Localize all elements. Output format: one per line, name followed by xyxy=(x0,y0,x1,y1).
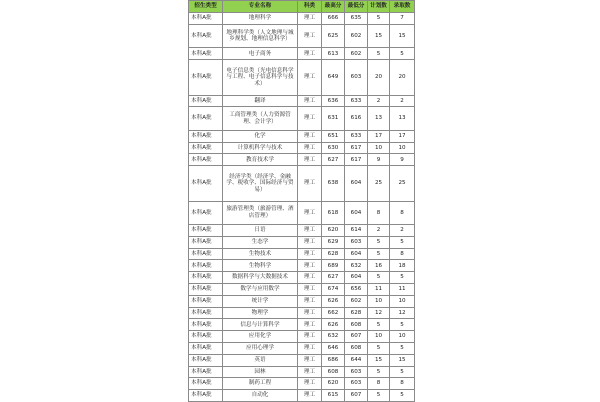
cell-admission-type: 本科A批 xyxy=(189,48,223,60)
table-row xyxy=(189,130,415,142)
cell-subject-category: 理工 xyxy=(298,366,322,378)
cell-highest-score: 646 xyxy=(322,342,345,354)
cell-admitted-count: 10 xyxy=(390,331,415,343)
cell-subject-category: 理工 xyxy=(298,307,322,319)
table-row xyxy=(189,366,415,378)
cell-plan-count: 11 xyxy=(368,284,390,296)
cell-major-name: 电子商务 xyxy=(223,48,298,60)
cell-plan-count: 20 xyxy=(368,60,390,95)
cell-admission-type: 本科A批 xyxy=(189,107,223,131)
header-lowest-score: 最低分 xyxy=(345,1,368,13)
cell-admitted-count: 5 xyxy=(390,272,415,284)
cell-admitted-count: 9 xyxy=(390,154,415,166)
cell-admitted-count: 11 xyxy=(390,284,415,296)
cell-plan-count: 8 xyxy=(368,201,390,225)
cell-subject-category: 理工 xyxy=(298,24,322,48)
cell-subject-category: 理工 xyxy=(298,154,322,166)
header-admitted-count: 录取数 xyxy=(390,1,415,13)
cell-lowest-score: 604 xyxy=(345,166,368,201)
cell-subject-category: 理工 xyxy=(298,60,322,95)
cell-subject-category: 理工 xyxy=(298,95,322,107)
cell-highest-score: 686 xyxy=(322,354,345,366)
cell-admitted-count: 5 xyxy=(390,319,415,331)
cell-lowest-score: 602 xyxy=(345,24,368,48)
cell-lowest-score: 602 xyxy=(345,48,368,60)
cell-major-name: 生物科学 xyxy=(223,260,298,272)
cell-admission-type: 本科A批 xyxy=(189,378,223,390)
cell-plan-count: 25 xyxy=(368,166,390,201)
cell-admission-type: 本科A批 xyxy=(189,366,223,378)
cell-lowest-score: 608 xyxy=(345,342,368,354)
cell-lowest-score: 608 xyxy=(345,319,368,331)
cell-admitted-count: 20 xyxy=(390,60,415,95)
cell-plan-count: 13 xyxy=(368,107,390,131)
cell-plan-count: 9 xyxy=(368,154,390,166)
cell-plan-count: 16 xyxy=(368,260,390,272)
table-row xyxy=(189,307,415,319)
cell-highest-score: 651 xyxy=(322,130,345,142)
cell-lowest-score: 603 xyxy=(345,60,368,95)
table-row xyxy=(189,319,415,331)
cell-highest-score: 627 xyxy=(322,272,345,284)
cell-admission-type: 本科A批 xyxy=(189,331,223,343)
cell-admission-type: 本科A批 xyxy=(189,130,223,142)
cell-subject-category: 理工 xyxy=(298,13,322,25)
cell-plan-count: 5 xyxy=(368,13,390,25)
table-row xyxy=(189,201,415,225)
cell-major-name: 园林 xyxy=(223,366,298,378)
cell-lowest-score: 617 xyxy=(345,142,368,154)
cell-subject-category: 理工 xyxy=(298,295,322,307)
cell-admission-type: 本科A批 xyxy=(189,390,223,402)
table-row xyxy=(189,260,415,272)
cell-admission-type: 本科A批 xyxy=(189,307,223,319)
cell-major-name: 物理学 xyxy=(223,307,298,319)
cell-admitted-count: 7 xyxy=(390,13,415,25)
cell-admission-type: 本科A批 xyxy=(189,295,223,307)
cell-lowest-score: 617 xyxy=(345,154,368,166)
cell-lowest-score: 603 xyxy=(345,236,368,248)
cell-major-name: 电子信息类（光电信息科学与工程、电子信息科学与技术） xyxy=(223,60,298,95)
cell-plan-count: 2 xyxy=(368,225,390,237)
cell-admission-type: 本科A批 xyxy=(189,248,223,260)
cell-subject-category: 理工 xyxy=(298,142,322,154)
cell-admitted-count: 5 xyxy=(390,390,415,402)
header-admission-type: 招生类型 xyxy=(189,1,223,13)
cell-subject-category: 理工 xyxy=(298,236,322,248)
cell-admission-type: 本科A批 xyxy=(189,95,223,107)
cell-admission-type: 本科A批 xyxy=(189,24,223,48)
cell-plan-count: 10 xyxy=(368,142,390,154)
cell-major-name: 制药工程 xyxy=(223,378,298,390)
cell-plan-count: 10 xyxy=(368,331,390,343)
cell-highest-score: 629 xyxy=(322,236,345,248)
cell-highest-score: 615 xyxy=(322,390,345,402)
cell-admitted-count: 12 xyxy=(390,307,415,319)
cell-major-name: 数学与应用数学 xyxy=(223,284,298,296)
cell-highest-score: 666 xyxy=(322,13,345,25)
table-row xyxy=(189,272,415,284)
cell-major-name: 教育技术学 xyxy=(223,154,298,166)
cell-major-name: 英语 xyxy=(223,354,298,366)
cell-subject-category: 理工 xyxy=(298,354,322,366)
cell-major-name: 地理科学 xyxy=(223,13,298,25)
admission-score-table xyxy=(188,0,415,402)
cell-subject-category: 理工 xyxy=(298,166,322,201)
cell-plan-count: 17 xyxy=(368,130,390,142)
table-row xyxy=(189,295,415,307)
cell-major-name: 经济学类（经济学、金融学、税收学、国际经济与贸易） xyxy=(223,166,298,201)
cell-highest-score: 626 xyxy=(322,295,345,307)
cell-subject-category: 理工 xyxy=(298,260,322,272)
cell-highest-score: 628 xyxy=(322,248,345,260)
cell-plan-count: 5 xyxy=(368,342,390,354)
cell-plan-count: 8 xyxy=(368,378,390,390)
cell-major-name: 信息与计算科学 xyxy=(223,319,298,331)
table-row xyxy=(189,142,415,154)
cell-major-name: 生态学 xyxy=(223,236,298,248)
cell-plan-count: 5 xyxy=(368,366,390,378)
cell-major-name: 应用心理学 xyxy=(223,342,298,354)
cell-highest-score: 630 xyxy=(322,142,345,154)
cell-highest-score: 608 xyxy=(322,366,345,378)
cell-subject-category: 理工 xyxy=(298,284,322,296)
cell-lowest-score: 616 xyxy=(345,107,368,131)
table-row xyxy=(189,95,415,107)
cell-admitted-count: 15 xyxy=(390,354,415,366)
cell-lowest-score: 628 xyxy=(345,307,368,319)
cell-highest-score: 636 xyxy=(322,95,345,107)
header-major-name: 专业名称 xyxy=(223,1,298,13)
cell-admission-type: 本科A批 xyxy=(189,236,223,248)
cell-admission-type: 本科A批 xyxy=(189,225,223,237)
table-row xyxy=(189,236,415,248)
table-row xyxy=(189,331,415,343)
cell-subject-category: 理工 xyxy=(298,130,322,142)
cell-admitted-count: 5 xyxy=(390,48,415,60)
cell-highest-score: 618 xyxy=(322,201,345,225)
cell-major-name: 生物技术 xyxy=(223,248,298,260)
cell-plan-count: 12 xyxy=(368,307,390,319)
cell-highest-score: 613 xyxy=(322,48,345,60)
cell-plan-count: 2 xyxy=(368,95,390,107)
cell-subject-category: 理工 xyxy=(298,107,322,131)
cell-admission-type: 本科A批 xyxy=(189,342,223,354)
cell-plan-count: 10 xyxy=(368,295,390,307)
cell-subject-category: 理工 xyxy=(298,331,322,343)
header-highest-score: 最高分 xyxy=(322,1,345,13)
cell-highest-score: 632 xyxy=(322,331,345,343)
table-row xyxy=(189,13,415,25)
cell-lowest-score: 632 xyxy=(345,260,368,272)
cell-lowest-score: 603 xyxy=(345,366,368,378)
cell-admitted-count: 8 xyxy=(390,248,415,260)
header-row xyxy=(189,1,415,13)
cell-lowest-score: 644 xyxy=(345,354,368,366)
cell-admission-type: 本科A批 xyxy=(189,13,223,25)
table-row xyxy=(189,342,415,354)
cell-highest-score: 626 xyxy=(322,319,345,331)
cell-major-name: 翻译 xyxy=(223,95,298,107)
cell-admission-type: 本科A批 xyxy=(189,166,223,201)
cell-plan-count: 5 xyxy=(368,236,390,248)
cell-major-name: 地理科学类（人文地理与城乡规划、地理信息科学） xyxy=(223,24,298,48)
cell-admission-type: 本科A批 xyxy=(189,60,223,95)
cell-admission-type: 本科A批 xyxy=(189,284,223,296)
cell-highest-score: 620 xyxy=(322,225,345,237)
cell-admitted-count: 5 xyxy=(390,236,415,248)
cell-admission-type: 本科A批 xyxy=(189,260,223,272)
cell-admitted-count: 15 xyxy=(390,24,415,48)
cell-plan-count: 5 xyxy=(368,248,390,260)
cell-admitted-count: 2 xyxy=(390,225,415,237)
cell-major-name: 化学 xyxy=(223,130,298,142)
header-subject-category: 科类 xyxy=(298,1,322,13)
table-row xyxy=(189,60,415,95)
cell-highest-score: 689 xyxy=(322,260,345,272)
cell-admission-type: 本科A批 xyxy=(189,319,223,331)
cell-admitted-count: 18 xyxy=(390,260,415,272)
cell-admission-type: 本科A批 xyxy=(189,272,223,284)
cell-subject-category: 理工 xyxy=(298,342,322,354)
cell-highest-score: 627 xyxy=(322,154,345,166)
cell-major-name: 应用化学 xyxy=(223,331,298,343)
cell-lowest-score: 614 xyxy=(345,225,368,237)
cell-highest-score: 674 xyxy=(322,284,345,296)
table-row xyxy=(189,48,415,60)
cell-plan-count: 5 xyxy=(368,319,390,331)
cell-highest-score: 625 xyxy=(322,24,345,48)
table-row xyxy=(189,24,415,48)
cell-lowest-score: 656 xyxy=(345,284,368,296)
cell-admitted-count: 25 xyxy=(390,166,415,201)
table-row xyxy=(189,248,415,260)
cell-subject-category: 理工 xyxy=(298,248,322,260)
cell-lowest-score: 603 xyxy=(345,378,368,390)
cell-admitted-count: 17 xyxy=(390,130,415,142)
cell-admission-type: 本科A批 xyxy=(189,142,223,154)
cell-plan-count: 5 xyxy=(368,390,390,402)
cell-major-name: 自动化 xyxy=(223,390,298,402)
cell-major-name: 统计学 xyxy=(223,295,298,307)
cell-lowest-score: 633 xyxy=(345,95,368,107)
cell-admitted-count: 13 xyxy=(390,107,415,131)
table-row xyxy=(189,154,415,166)
cell-admitted-count: 10 xyxy=(390,142,415,154)
cell-major-name: 日语 xyxy=(223,225,298,237)
cell-lowest-score: 604 xyxy=(345,272,368,284)
table-row xyxy=(189,107,415,131)
cell-subject-category: 理工 xyxy=(298,378,322,390)
table-row xyxy=(189,354,415,366)
table-row xyxy=(189,225,415,237)
cell-lowest-score: 602 xyxy=(345,295,368,307)
cell-plan-count: 15 xyxy=(368,354,390,366)
cell-plan-count: 5 xyxy=(368,48,390,60)
cell-lowest-score: 633 xyxy=(345,130,368,142)
cell-admitted-count: 5 xyxy=(390,342,415,354)
cell-highest-score: 662 xyxy=(322,307,345,319)
cell-highest-score: 631 xyxy=(322,107,345,131)
cell-major-name: 数据科学与大数据技术 xyxy=(223,272,298,284)
cell-lowest-score: 604 xyxy=(345,201,368,225)
cell-lowest-score: 635 xyxy=(345,13,368,25)
cell-subject-category: 理工 xyxy=(298,201,322,225)
cell-subject-category: 理工 xyxy=(298,48,322,60)
cell-admission-type: 本科A批 xyxy=(189,154,223,166)
table-row xyxy=(189,378,415,390)
cell-admitted-count: 10 xyxy=(390,295,415,307)
cell-major-name: 旅游管理类（旅游管理、酒店管理） xyxy=(223,201,298,225)
cell-lowest-score: 604 xyxy=(345,248,368,260)
cell-subject-category: 理工 xyxy=(298,319,322,331)
cell-highest-score: 638 xyxy=(322,166,345,201)
cell-major-name: 工商管理类（人力资源管理、会计学） xyxy=(223,107,298,131)
table-row xyxy=(189,284,415,296)
cell-subject-category: 理工 xyxy=(298,225,322,237)
cell-lowest-score: 607 xyxy=(345,390,368,402)
cell-admission-type: 本科A批 xyxy=(189,354,223,366)
cell-major-name: 计算机科学与技术 xyxy=(223,142,298,154)
cell-plan-count: 15 xyxy=(368,24,390,48)
cell-subject-category: 理工 xyxy=(298,390,322,402)
cell-highest-score: 620 xyxy=(322,378,345,390)
cell-highest-score: 649 xyxy=(322,60,345,95)
cell-subject-category: 理工 xyxy=(298,272,322,284)
cell-admitted-count: 8 xyxy=(390,378,415,390)
cell-admitted-count: 5 xyxy=(390,366,415,378)
cell-admitted-count: 8 xyxy=(390,201,415,225)
table-row xyxy=(189,166,415,201)
cell-plan-count: 5 xyxy=(368,272,390,284)
cell-admission-type: 本科A批 xyxy=(189,201,223,225)
cell-lowest-score: 607 xyxy=(345,331,368,343)
header-plan-count: 计划数 xyxy=(368,1,390,13)
cell-admitted-count: 2 xyxy=(390,95,415,107)
